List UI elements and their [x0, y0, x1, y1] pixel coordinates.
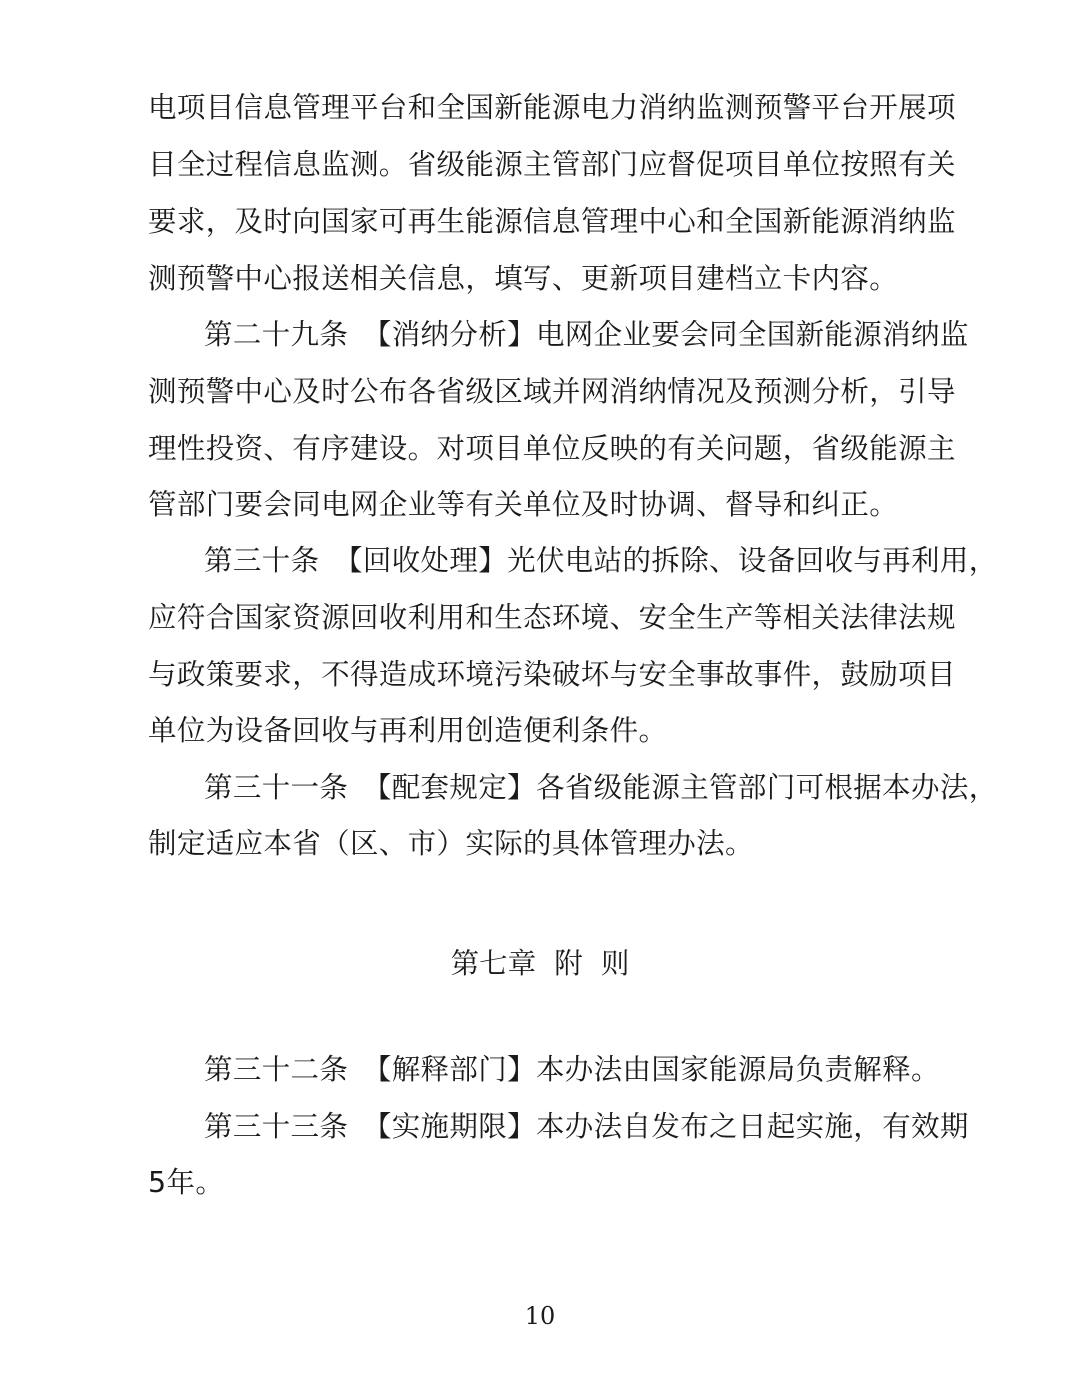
article-30-line-3: 与政策要求，不得造成环境污染破坏与安全事故事件，鼓励项目: [148, 658, 956, 691]
article-29-line-3: 理性投资、有序建设。对项目单位反映的有关问题，省级能源主: [148, 432, 956, 465]
article-30-line-4: 单位为设备回收与再利用创造便利条件。: [148, 714, 668, 747]
article-33-line-1: 第三十三条 【实施期限】本办法自发布之日起实施，有效期: [204, 1110, 969, 1143]
article-29-line-4: 管部门要会同电网企业等有关单位及时协调、督导和纠正。: [148, 488, 899, 521]
article-32-line-1: 第三十二条 【解释部门】本办法由国家能源局负责解释。: [204, 1053, 940, 1086]
paragraph-1-line-2: 目全过程信息监测。省级能源主管部门应督促项目单位按照有关: [148, 148, 956, 181]
article-33-line-2: 5年。: [148, 1166, 225, 1199]
chapter-title: 第七章 附 则: [450, 947, 630, 980]
article-30-line-2: 应符合国家资源回收利用和生态环境、安全生产等相关法律法规: [148, 601, 956, 634]
paragraph-1-line-3: 要求，及时向国家可再生能源信息管理中心和全国新能源消纳监: [148, 205, 956, 238]
article-30-line-1: 第三十条 【回收处理】光伏电站的拆除、设备回收与再利用，: [204, 544, 998, 577]
article-31-line-1: 第三十一条 【配套规定】各省级能源主管部门可根据本办法，: [204, 771, 998, 804]
article-31-line-2: 制定适应本省（区、市）实际的具体管理办法。: [148, 827, 754, 860]
article-29-line-2: 测预警中心及时公布各省级区域并网消纳情况及预测分析，引导: [148, 375, 956, 408]
paragraph-1-line-4: 测预警中心报送相关信息，填写、更新项目建档立卡内容。: [148, 262, 899, 295]
paragraph-1-line-1: 电项目信息管理平台和全国新能源电力消纳监测预警平台开展项: [148, 91, 956, 124]
page-number: 10: [524, 1302, 556, 1330]
article-29-line-1: 第二十九条 【消纳分析】电网企业要会同全国新能源消纳监: [204, 318, 969, 351]
